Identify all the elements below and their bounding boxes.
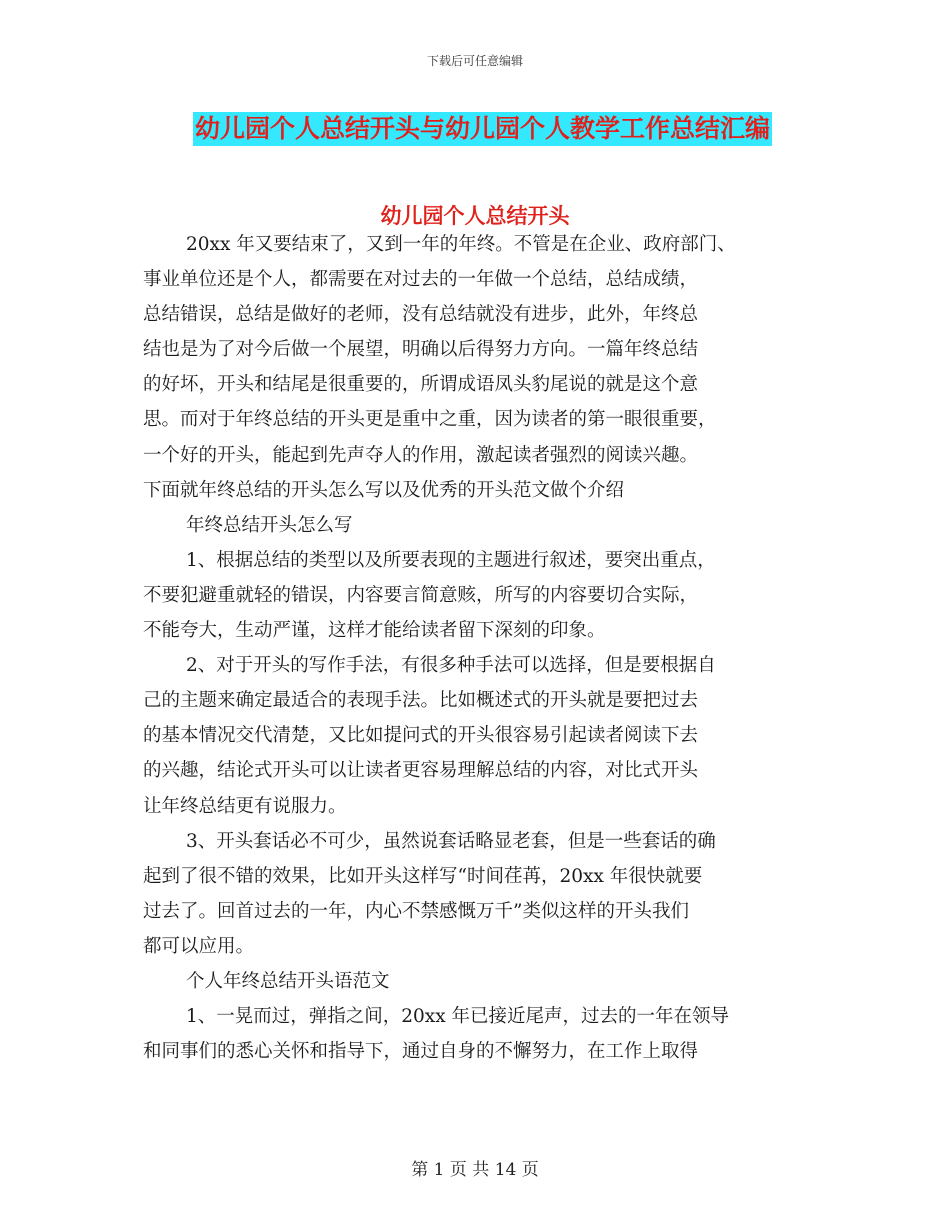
paragraph-line: 的兴趣，结论式开头可以让读者更容易理解总结的内容，对比式开头 — [143, 760, 699, 782]
section-title: 幼儿园个人总结开头 — [380, 204, 570, 228]
paragraph-line: 己的主题来确定最适合的表现手法。比如概述式的开头就是要把过去 — [143, 690, 699, 712]
paragraph-line: 事业单位还是个人，都需要在对过去的一年做一个总结，总结成绩， — [143, 269, 699, 291]
paragraph-line: 20xx 年又要结束了，又到一年的年终。不管是在企业、政府部门、 — [186, 234, 736, 255]
subheading-line: 个人年终总结开头语范文 — [186, 970, 390, 992]
paragraph-line: 思。而对于年终总结的开头更是重中之重，因为读者的第一眼很重要， — [143, 409, 717, 431]
subheading-line: 年终总结开头怎么写 — [186, 514, 353, 536]
paragraph-line: 1、根据总结的类型以及所要表现的主题进行叙述，要突出重点， — [186, 549, 716, 571]
paragraph-line: 起到了很不错的效果，比如开头这样写“时间荏苒，20xx 年很快就要 — [143, 865, 703, 887]
paragraph-line: 2、对于开头的写作手法，有很多种手法可以选择，但是要根据自 — [186, 655, 716, 677]
paragraph-line: 一个好的开头，能起到先声夺人的作用，激起读者强烈的阅读兴趣。 — [143, 444, 699, 466]
paragraph-line: 的好坏，开头和结尾是很重要的，所谓成语凤头豹尾说的就是这个意 — [143, 374, 699, 396]
paragraph-line: 3、开头套话必不可少，虽然说套话略显老套，但是一些套话的确 — [186, 830, 716, 852]
page-number: 第 1 页 共 14 页 — [411, 1160, 539, 1180]
document-body — [143, 227, 813, 1069]
paragraph-line: 总结错误，总结是做好的老师，没有总结就没有进步，此外，年终总 — [143, 304, 699, 326]
paragraph-line: 和同事们的悉心关怀和指导下，通过自身的不懈努力，在工作上取得 — [143, 1041, 699, 1063]
paragraph-line: 不要犯避重就轻的错误，内容要言简意赅，所写的内容要切合实际， — [143, 584, 699, 606]
paragraph-line: 下面就年终总结的开头怎么写以及优秀的开头范文做个介绍 — [143, 479, 625, 501]
page-header: 下载后可任意编辑 — [426, 54, 523, 68]
paragraph-line: 让年终总结更有说服力。 — [143, 795, 347, 817]
paragraph-line: 结也是为了对今后做一个展望，明确以后得努力方向。一篇年终总结 — [143, 339, 699, 361]
paragraph-line: 都可以应用。 — [143, 935, 255, 957]
paragraph-line: 的基本情况交代清楚，又比如提问式的开头很容易引起读者阅读下去 — [143, 725, 699, 747]
paragraph-line: 过去了。回首过去的一年，内心不禁感慨万千”类似这样的开头我们 — [143, 900, 689, 922]
paragraph-line: 不能夸大，生动严谨，这样才能给读者留下深刻的印象。 — [143, 620, 606, 642]
document-title: 幼儿园个人总结开头与幼儿园个人教学工作总结汇编 — [193, 112, 772, 146]
paragraph-line: 1、一晃而过，弹指之间，20xx 年已接近尾声，过去的一年在领导 — [186, 1006, 730, 1028]
